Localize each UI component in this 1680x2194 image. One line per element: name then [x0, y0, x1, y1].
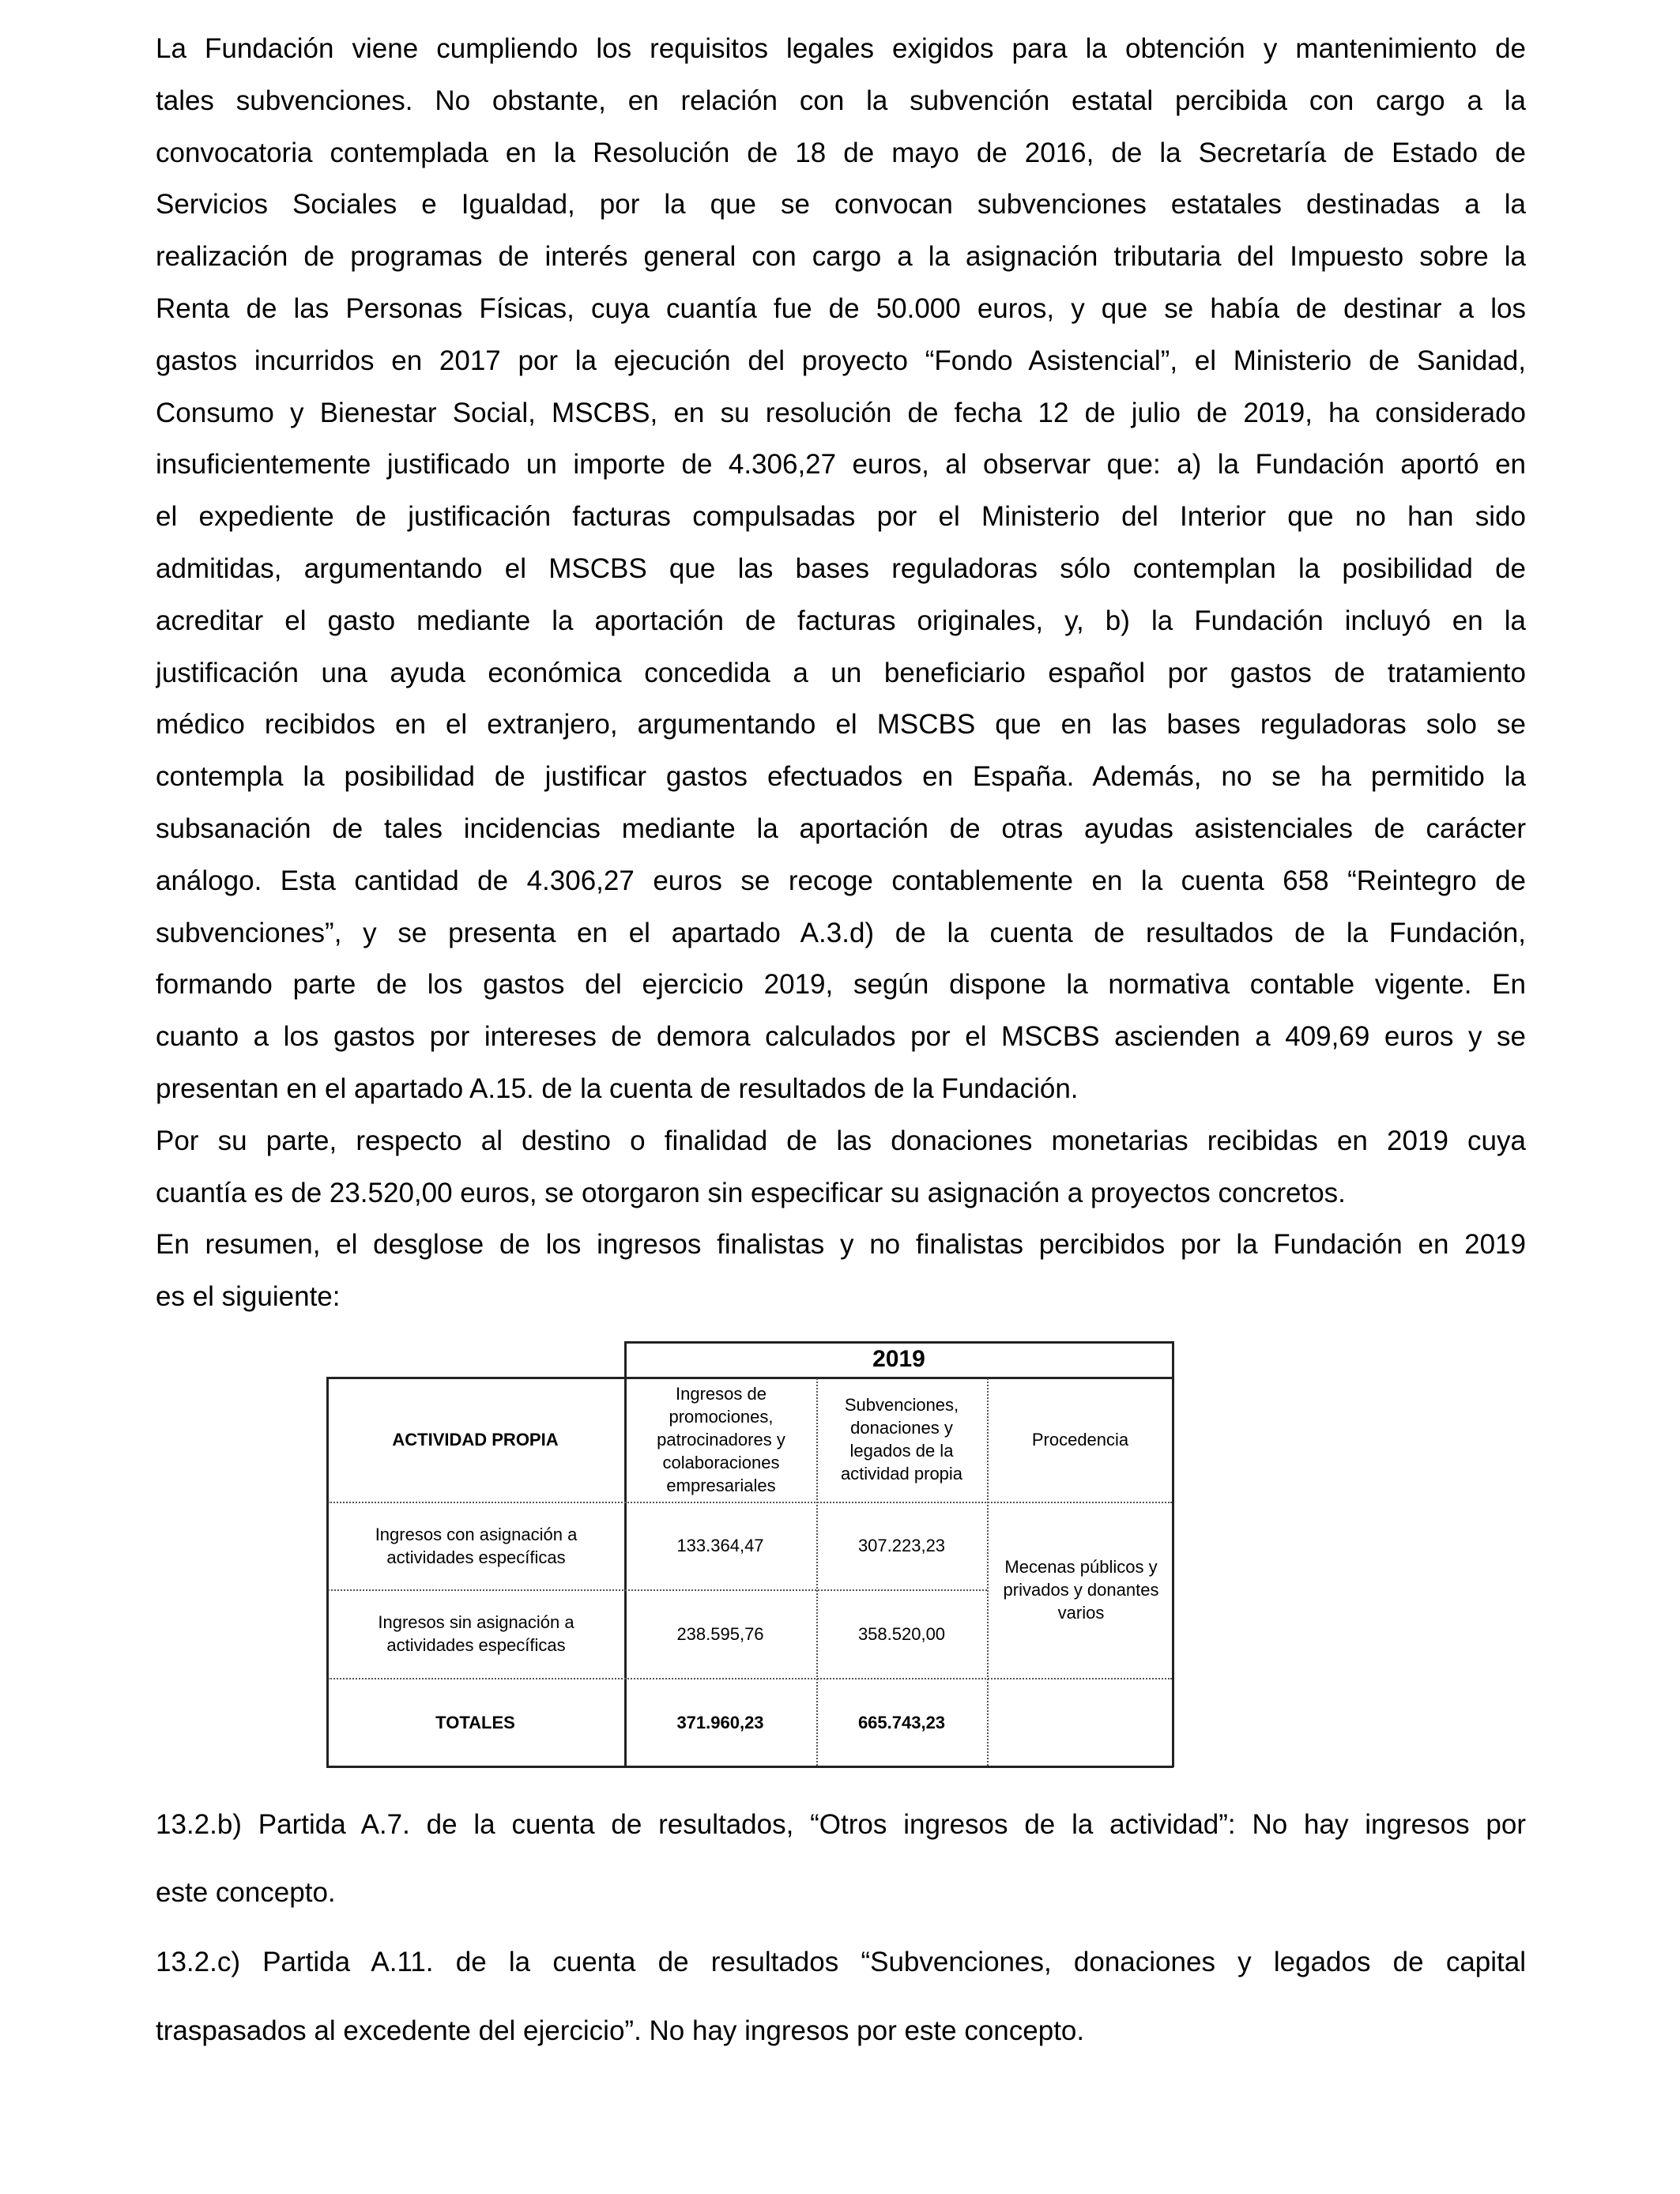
paragraph3-line: es el siguiente:	[156, 1281, 341, 1313]
paragraph1-line: admitidas, argumentando el MSCBS que las bases reguladoras sólo contemplan la posibilidad de	[156, 553, 1526, 584]
row-label: Ingresos sin asignación a actividades específicas	[378, 1612, 574, 1655]
paragraph1-line: Servicios Sociales e Igualdad, por la que se convocan subvenciones estatales destinadas a la	[156, 189, 1526, 221]
year-header: 2019	[872, 1346, 925, 1372]
paragraph1-line: formando parte de los gastos del ejercicio 2019, según dispone la normativa contable vigente. En	[156, 969, 1526, 1001]
header-actividad-propia: ACTIVIDAD PROPIA	[392, 1429, 559, 1449]
totals-value: 371.960,23	[676, 1713, 764, 1732]
paragraph2-line: cuantía es de 23.520,00 euros, se otorgaron sin especificar su asignación a proyectos concretos.	[156, 1177, 1346, 1208]
totals-label: TOTALES	[435, 1713, 515, 1732]
paragraph1-line: realización de programas de interés general con cargo a la asignación tributaria del Impuesto sobre la	[156, 241, 1526, 273]
row-value: 133.364,47	[676, 1536, 764, 1555]
paragraph1-line: Renta de las Personas Físicas, cuya cuantía fue de 50.000 euros, y que se había de destinar a los	[156, 293, 1526, 324]
row-value: 238.595,76	[676, 1623, 764, 1644]
paragraph1-line: médico recibidos en el extranjero, argumentando el MSCBS que en las bases reguladoras solo se	[156, 709, 1526, 741]
totals-value: 665.743,23	[857, 1713, 946, 1732]
paragraph1-line: cuanto a los gastos por intereses de demora calculados por el MSCBS ascienden a 409,69 euros y se	[156, 1021, 1526, 1053]
paragraph1-line: acreditar el gasto mediante la aportación de facturas originales, y, b) la Fundación incluyó en la	[156, 605, 1526, 636]
row-label: Ingresos con asignación a actividades específicas	[375, 1524, 578, 1567]
paragraph2-line: Por su parte, respecto al destino o finalidad de las donaciones monetarias recibidas en 2019 cuya	[156, 1125, 1526, 1156]
header-subvenciones: Subvenciones, donaciones y legados de la actividad propia	[840, 1395, 963, 1483]
row-value: 358.520,00	[857, 1623, 946, 1644]
paragraph1-line: subvenciones”, y se presenta en el apartado A.3.d) de la cuenta de resultados de la Fundación,	[156, 917, 1526, 948]
paragraph1-line: La Fundación viene cumpliendo los requisitos legales exigidos para la obtención y mantenimiento de	[156, 33, 1526, 64]
paragraph1-line: tales subvenciones. No obstante, en relación con la subvención estatal percibida con cargo a la	[156, 85, 1526, 116]
procedencia-value: Mecenas públicos y privados y donantes varios	[1003, 1557, 1159, 1623]
paragraph1-line: insuficientemente justificado un importe de 4.306,27 euros, al observar que: a) la Fundación aportó en	[156, 449, 1526, 481]
section-b-line: este concepto.	[156, 1877, 336, 1908]
paragraph1-line: gastos incurridos en 2017 por la ejecución del proyecto “Fondo Asistencial”, el Ministerio de Sanidad,	[156, 345, 1526, 376]
paragraph3-line: En resumen, el desglose de los ingresos finalistas y no finalistas percibidos por la Fundación en 2019	[156, 1229, 1526, 1261]
paragraph1-line: justificación una ayuda económica concedida a un beneficiario español por gastos de tratamiento	[156, 657, 1526, 688]
paragraph1-line: Consumo y Bienestar Social, MSCBS, en su resolución de fecha 12 de julio de 2019, ha considerado	[156, 397, 1526, 428]
row-value: 307.223,23	[857, 1536, 946, 1555]
section-c-line: 13.2.c) Partida A.11. de la cuenta de resultados “Subvenciones, donaciones y legados de capital	[156, 1947, 1526, 1977]
paragraph1-line: subsanación de tales incidencias mediante la aportación de otras ayudas asistenciales de carácter	[156, 813, 1526, 844]
paragraph1-line: análogo. Esta cantidad de 4.306,27 euros se recoge contablemente en la cuenta 658 “Reintegro de	[156, 865, 1526, 896]
paragraph1-line: el expediente de justificación facturas compulsadas por el Ministerio del Interior que no han sido	[156, 501, 1526, 533]
paragraph1-line: presentan en el apartado A.15. de la cuenta de resultados de la Fundación.	[156, 1073, 1079, 1104]
header-procedencia: Procedencia	[1031, 1429, 1129, 1449]
header-ingresos-promociones: Ingresos de promociones, patrocinadores y colaboraciones empresariales	[657, 1383, 785, 1495]
paragraph1-line: contempla la posibilidad de justificar gastos efectuados en España. Además, no se ha permitido la	[156, 761, 1526, 793]
paragraph1-line: convocatoria contemplada en la Resolución de 18 de mayo de 2016, de la Secretaría de Estado de	[156, 137, 1526, 168]
section-c-line: traspasados al excedente del ejercicio”. No hay ingresos por este concepto.	[156, 2015, 1085, 2046]
section-b-line: 13.2.b) Partida A.7. de la cuenta de resultados, “Otros ingresos de la actividad”: No hay ingresos por	[156, 1809, 1526, 1840]
